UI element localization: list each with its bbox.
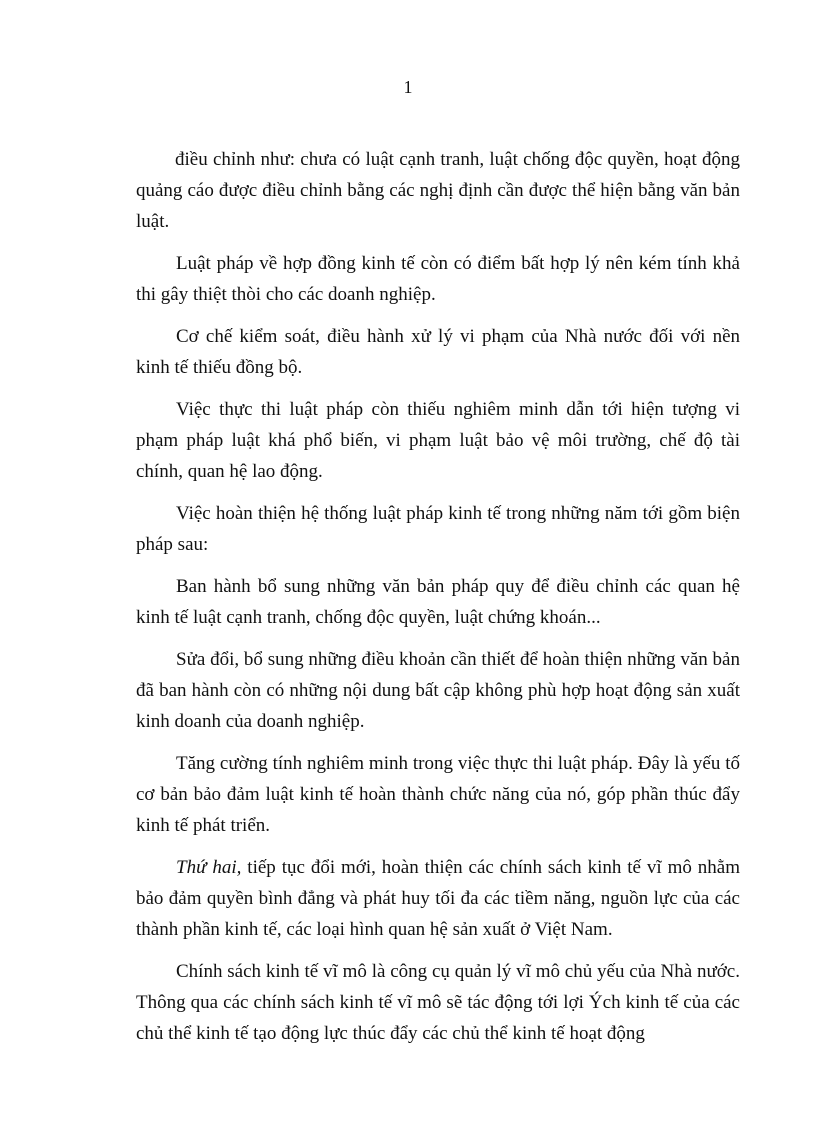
paragraph-6: Ban hành bổ sung những văn bản pháp quy để điều chỉnh các quan hệ kinh tế luật cạnh tranh, chống độc quyền, luật chứng khoán... [136, 576, 740, 628]
paragraph-7: Sửa đổi, bổ sung những điều khoản cần thiết để hoàn thiện những văn bản đã ban hành còn có những nội dung bất cập không phù hợp hoạt động sản xuất kinh doanh của doanh nghiệp. [136, 649, 740, 732]
document-body [136, 144, 740, 1060]
paragraph-10: Chính sách kinh tế vĩ mô là công cụ quản lý vĩ mô chủ yếu của Nhà nước. Thông qua các chính sách kinh tế vĩ mô sẽ tác động tới lợi Ých kinh tế của các chủ thể kinh tế tạo động lực thúc đẩy các chủ thể kinh tế hoạt động [136, 961, 740, 1044]
paragraph-4: Việc thực thi luật pháp còn thiếu nghiêm minh dẫn tới hiện tượng vi phạm pháp luật khá phổ biến, vi phạm luật bảo vệ môi trường, chế độ tài chính, quan hệ lao động. [136, 399, 740, 482]
paragraph-5: Việc hoàn thiện hệ thống luật pháp kinh tế trong những năm tới gồm biện pháp sau: [136, 503, 740, 555]
paragraph-9-rest: tiếp tục đổi mới, hoàn thiện các chính sách kinh tế vĩ mô nhằm bảo đảm quyền bình đẳng và phát huy tối đa các tiềm năng, nguồn lực của các thành phần kinh tế, các loại hình quan hệ sản xuất ở Việt Nam. [136, 857, 740, 940]
page-number: 1 [403, 77, 413, 97]
paragraph-3: Cơ chế kiểm soát, điều hành xử lý vi phạm của Nhà nước đối với nền kinh tế thiếu đồng bộ. [136, 326, 740, 378]
paragraph-2: Luật pháp về hợp đồng kinh tế còn có điểm bất hợp lý nên kém tính khả thi gây thiệt thòi cho các doanh nghiệp. [136, 253, 740, 305]
paragraph-9 [136, 852, 740, 945]
paragraph-9-lead: Thứ hai, [176, 857, 242, 878]
paragraph-8: Tăng cường tính nghiêm minh trong việc thực thi luật pháp. Đây là yếu tố cơ bản bảo đảm luật kinh tế hoàn thành chức năng của nó, góp phần thúc đẩy kinh tế phát triển. [136, 753, 740, 836]
paragraph-1: điều chỉnh như: chưa có luật cạnh tranh, luật chống độc quyền, hoạt động quảng cáo được điều chỉnh bằng các nghị định cần được thể hiện bằng văn bản luật. [136, 149, 740, 232]
